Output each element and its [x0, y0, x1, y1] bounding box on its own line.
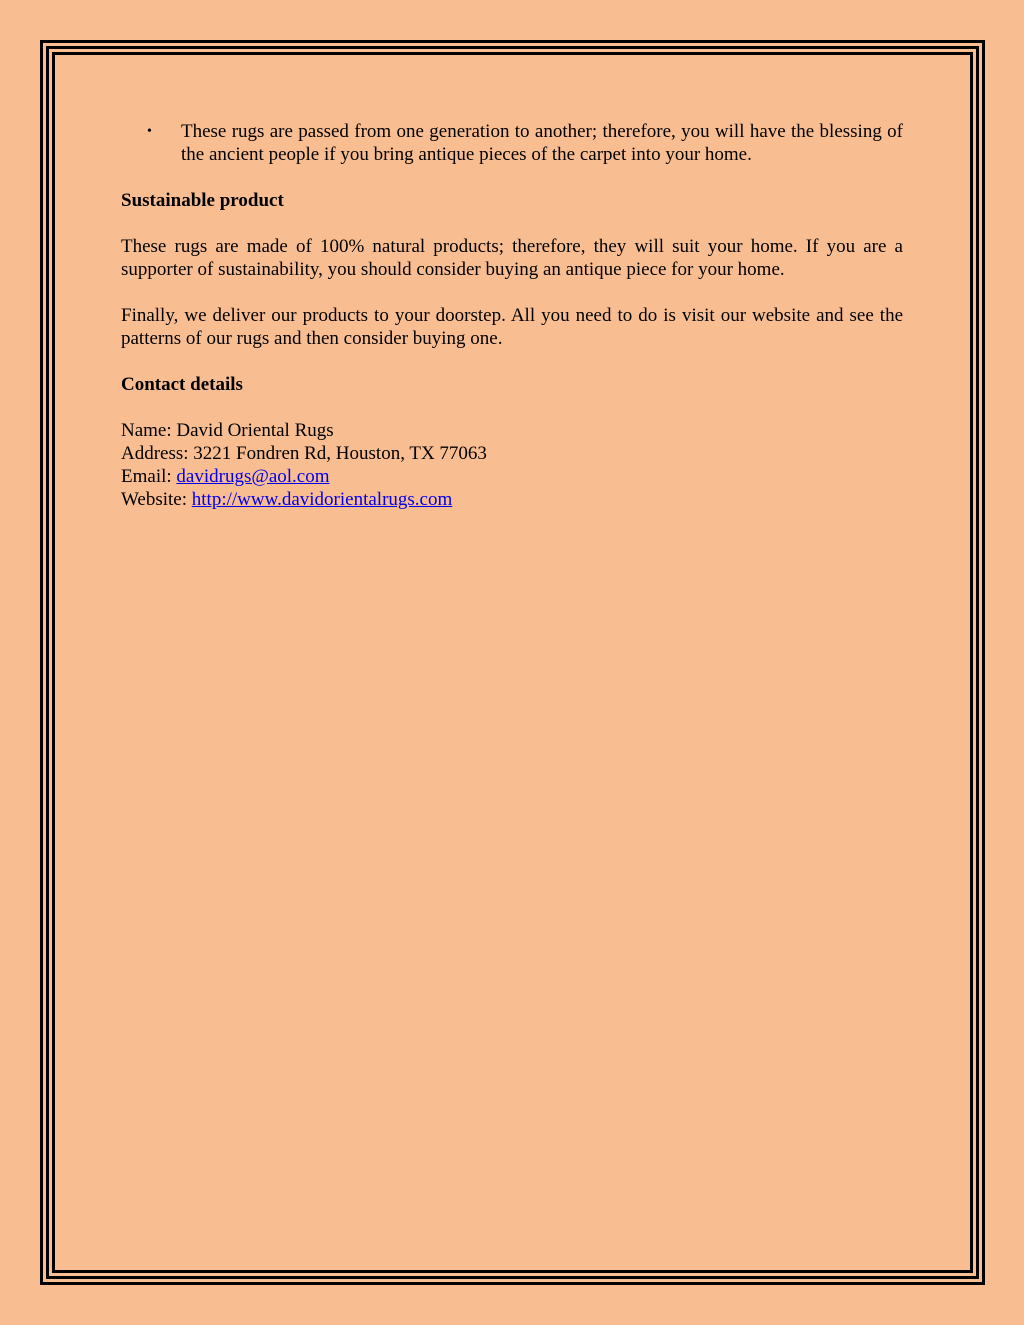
contact-website-line: [121, 488, 903, 511]
contact-email-line: [121, 465, 903, 488]
contact-email-label: Email:: [121, 466, 177, 487]
email-link[interactable]: davidrugs@aol.com: [176, 466, 330, 487]
website-link[interactable]: http://www.davidorientalrugs.com: [191, 489, 453, 510]
document-content: [121, 120, 903, 511]
delivery-paragraph: Finally, we deliver our products to your doorstep. All you need to do is visit our website and see the patterns of our rugs and then consider buying one.: [121, 305, 903, 349]
bullet-text: These rugs are passed from one generation to another; therefore, you will have the blessing of the ancient people if you bring antique pieces of the carpet into your home.: [181, 121, 903, 165]
contact-website-label: Website:: [121, 489, 192, 510]
sustainable-heading: Sustainable product: [121, 190, 284, 211]
contact-details: [121, 419, 903, 511]
contact-heading: Contact details: [121, 374, 243, 395]
bullet-icon: •: [147, 124, 152, 139]
contact-name: Name: David Oriental Rugs: [121, 420, 334, 441]
contact-address: Address: 3221 Fondren Rd, Houston, TX 77063: [121, 443, 487, 464]
sustainable-paragraph: These rugs are made of 100% natural products; therefore, they will suit your home. If you are a supporter of sustainability, you should consider buying an antique piece for your home.: [121, 236, 903, 280]
bullet-item: [121, 120, 903, 166]
